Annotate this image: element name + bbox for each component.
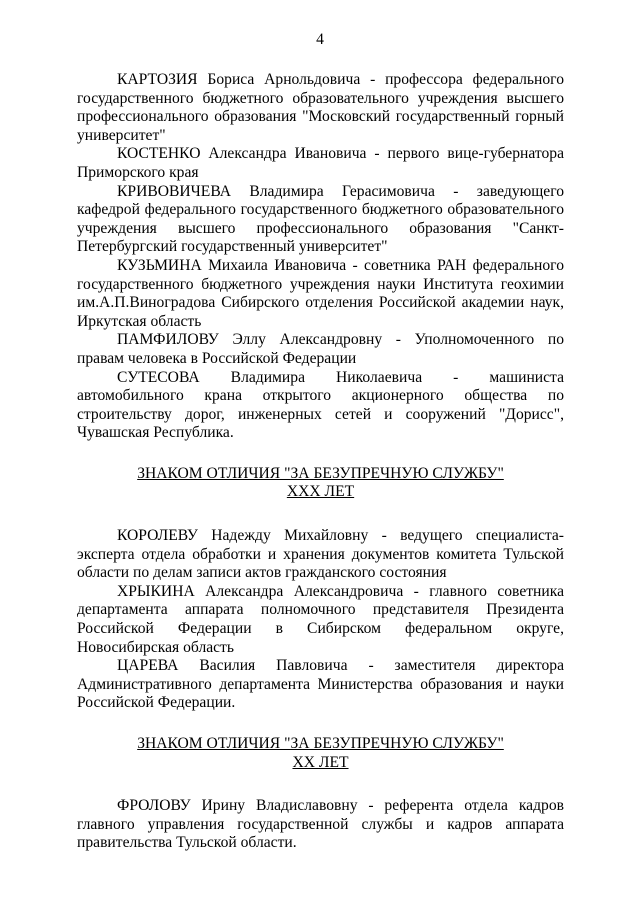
award-entry: ХРЫКИНА Александра Александровича - главного советника департамента аппарата полномочного представителя Президента Российской Федерации в Сибирском федеральном округе, Новосибирская область [77, 582, 564, 656]
section-title-years: XX ЛЕТ [292, 753, 349, 771]
award-entry: КОРОЛЕВУ Надежду Михайловну - ведущего специалиста-эксперта отдела обработки и хранения документов комитета Тульской области по делам записи актов гражданского состояния [77, 527, 564, 582]
award-entry: КОСТЕНКО Александра Ивановича - первого вице-губернатора Приморского края [77, 145, 564, 181]
award-entry: ФРОЛОВУ Ирину Владиславовну - референта отдела кадров главного управления государственной службы и кадров аппарата правительства Тульской области. [77, 797, 564, 852]
section-title-years: XXX ЛЕТ [286, 483, 355, 501]
award-entry: КУЗЬМИНА Михаила Ивановича - советника РАН федерального государственного бюджетного учреждения науки Института геохимии им.А.П.Виноградова Сибирского отделения Российской академии наук, Иркутская область [77, 256, 564, 330]
award-entry: ЦАРЕВА Василия Павловича - заместителя директора Административного департамента Министерства образования и науки Российской Федерации. [77, 657, 564, 712]
award-entry: КРИВОВИЧЕВА Владимира Герасимовича - заведующего кафедрой федерального государственного бюджетного образовательного учреждения высшего профессионального образования "Санкт-Петербургский государственный университет" [77, 182, 564, 256]
award-entry: ПАМФИЛОВУ Эллу Александровну - Уполномоченного по правам человека в Российской Федерации [77, 331, 564, 367]
section-heading-20-years [77, 735, 564, 772]
award-entry: КАРТОЗИЯ Бориса Арнольдовича - профессора федерального государственного бюджетного образовательного учреждения высшего профессионального образования "Московский государственный горный университет" [77, 71, 564, 144]
section-title-line: ЗНАКОМ ОТЛИЧИЯ "ЗА БЕЗУПРЕЧНУЮ СЛУЖБУ" [137, 735, 504, 752]
award-entry: СУТЕСОВА Владимира Николаевича - машиниста автомобильного крана открытого акционерного общества по строительству дорог, инженерных сетей и сооружений "Дорисс", Чувашская Республика. [77, 368, 564, 442]
section-heading-30-years [77, 465, 564, 502]
section-title-line: ЗНАКОМ ОТЛИЧИЯ "ЗА БЕЗУПРЕЧНУЮ СЛУЖБУ" [137, 464, 504, 482]
document-body [77, 71, 564, 853]
page-number: 4 [316, 31, 324, 48]
